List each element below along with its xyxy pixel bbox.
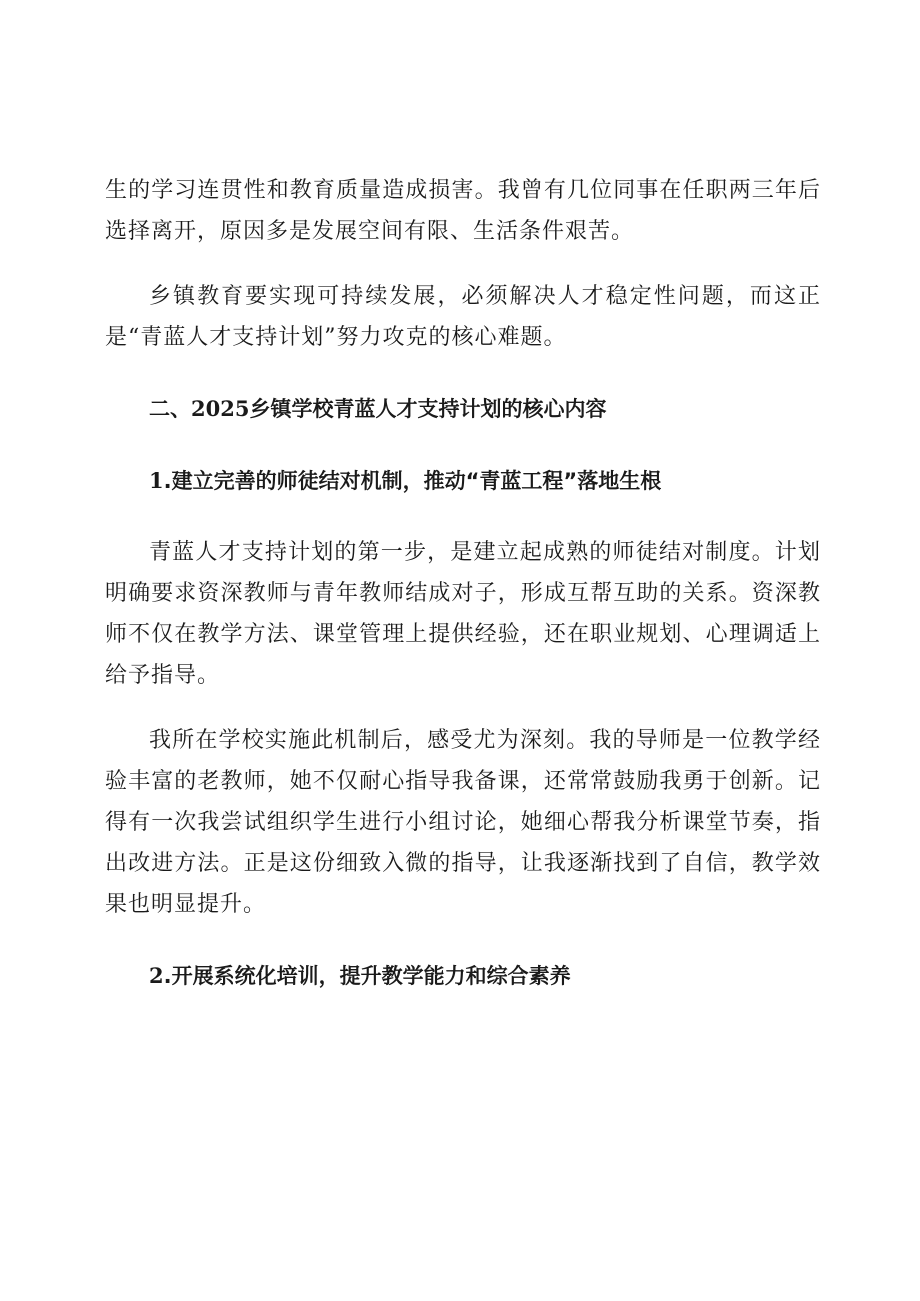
subheading-training-title: .开展系统化培训，提升教学能力和综合素养	[163, 964, 571, 988]
section-heading	[105, 388, 821, 430]
section-heading-prefix: 二、	[149, 397, 191, 421]
subheading-training	[105, 955, 821, 997]
subheading-mentorship-number: 1	[149, 468, 164, 493]
paragraph-continued: 生的学习连贯性和教育质量造成损害。我曾有几位同事在任职两三年后选择离开，原因多是发展空间有限、生活条件艰苦。	[105, 178, 821, 244]
paragraph-talent-stability: 乡镇教育要实现可持续发展，必须解决人才稳定性问题，而这正是“青蓝人才支持计划”努力攻克的核心难题。	[105, 284, 821, 350]
subheading-mentorship	[105, 460, 821, 502]
paragraph-personal-experience: 我所在学校实施此机制后，感受尤为深刻。我的导师是一位教学经验丰富的老教师，她不仅耐心指导我备课，还常常鼓励我勇于创新。记得有一次我尝试组织学生进行小组讨论，她细心帮我分析课堂节奏，指出改进方法。正是这份细致入微的指导，让我逐渐找到了自信，教学效果也明显提升。	[105, 728, 821, 917]
section-heading-title: 乡镇学校青蓝人才支持计划的核心内容	[249, 397, 607, 421]
section-heading-number: 2025	[191, 396, 250, 421]
subheading-training-number: 2	[149, 963, 164, 988]
paragraph-mentorship-system: 青蓝人才支持计划的第一步，是建立起成熟的师徒结对制度。计划明确要求资深教师与青年教师结成对子，形成互帮互助的关系。资深教师不仅在教学方法、课堂管理上提供经验，还在职业规划、心理调适上给予指导。	[105, 540, 821, 688]
subheading-mentorship-title: .建立完善的师徒结对机制，推动“青蓝工程”落地生根	[163, 469, 662, 493]
document-body	[105, 170, 821, 997]
